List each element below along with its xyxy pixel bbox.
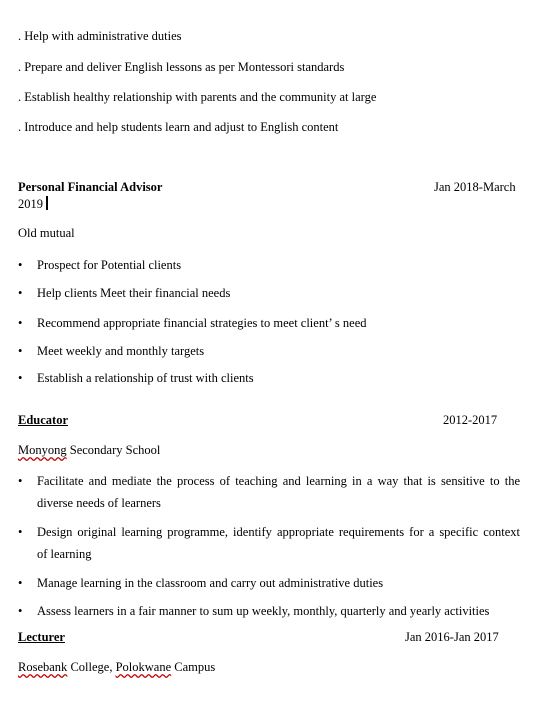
duty-text: . Introduce and help students learn and adjust to English content: [18, 120, 339, 134]
bullet: •: [18, 286, 23, 300]
employer: Rosebank College, Polokwane Campus: [18, 660, 216, 674]
bullet: •: [18, 371, 23, 385]
duty-text: . Help with administrative duties: [18, 29, 182, 43]
spellcheck-word: Polokwane: [115, 660, 172, 674]
spellcheck-word: Monyong: [18, 443, 67, 457]
bullet: •: [18, 576, 23, 590]
bullet: •: [18, 604, 23, 618]
employer: Monyong Secondary School: [18, 443, 161, 457]
job-title: Educator: [18, 413, 68, 427]
text-cursor: [46, 196, 48, 210]
job-dates: Jan 2018-March: [434, 180, 516, 194]
bullet: •: [18, 258, 23, 272]
list-item-continued: diverse needs of learners: [37, 496, 161, 510]
bullet: •: [18, 316, 23, 330]
job-dates: 2012-2017: [443, 413, 498, 427]
job-title: Personal Financial Advisor: [18, 180, 163, 194]
job-dates: Jan 2016-Jan 2017: [405, 630, 499, 644]
job-title: Lecturer: [18, 630, 65, 644]
duty-text: . Prepare and deliver English lessons as per Montessori standards: [18, 60, 345, 74]
bullet: •: [18, 344, 23, 358]
duty-text: . Establish healthy relationship with parents and the community at large: [18, 90, 377, 104]
employer: Old mutual: [18, 226, 75, 240]
spellcheck-word: Rosebank: [18, 660, 68, 674]
job-dates-continued[interactable]: 2019: [18, 196, 48, 212]
bullet: •: [18, 474, 23, 488]
bullet: •: [18, 525, 23, 539]
list-item-continued: of learning: [37, 547, 92, 561]
